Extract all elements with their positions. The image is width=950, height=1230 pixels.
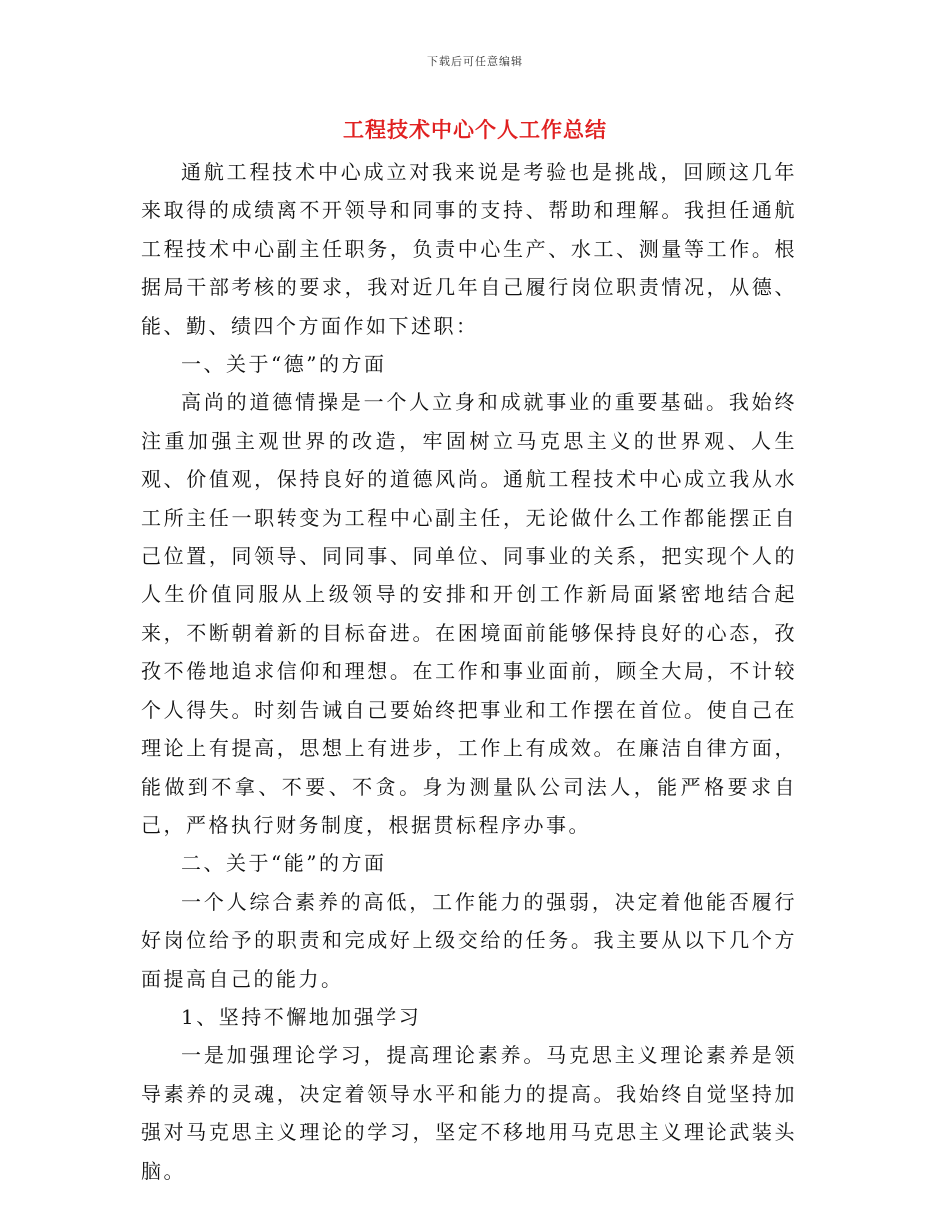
paragraph-intro: 通航工程技术中心成立对我来说是考验也是挑战，回顾这几年来取得的成绩离不开领导和同事的支持、帮助和理解。我担任通航工程技术中心副主任职务，负责中心生产、水工、测量等工作。根据局干部考核的要求，我对近几年自己履行岗位职责情况，从德、能、勤、绩四个方面作如下述职：: [141, 160, 797, 338]
subsection-heading-study: 1、坚持不懈地加强学习: [181, 1004, 422, 1029]
paragraph-ability: 一个人综合素养的高低，工作能力的强弱，决定着他能否履行好岗位给予的职责和完成好上级交给的任务。我主要从以下几个方面提高自己的能力。: [141, 889, 797, 991]
page-header-note: 下载后可任意编辑: [427, 55, 523, 68]
paragraph-study: 一是加强理论学习，提高理论素养。马克思主义理论素养是领导素养的灵魂，决定着领导水平和能力的提高。我始终自觉坚持加强对马克思主义理论的学习，坚定不移地用马克思主义理论武装头脑。: [141, 1043, 797, 1183]
paragraph-virtue: 高尚的道德情操是一个人立身和成就事业的重要基础。我始终注重加强主观世界的改造，牢固树立马克思主义的世界观、人生观、价值观，保持良好的道德风尚。通航工程技术中心成立我从水工所主任一职转变为工程中心副主任，无论做什么工作都能摆正自己位置，同领导、同同事、同单位、同事业的关系，把实现个人的人生价值同服从上级领导的安排和开创工作新局面紧密地结合起来，不断朝着新的目标奋进。在困境面前能够保持良好的心态，孜孜不倦地追求信仰和理想。在工作和事业面前，顾全大局，不计较个人得失。时刻告诫自己要始终把事业和工作摆在首位。使自己在理论上有提高，思想上有进步，工作上有成效。在廉洁自律方面，能做到不拿、不要、不贪。身为测量队公司法人，能严格要求自己，严格执行财务制度，根据贯标程序办事。: [141, 390, 797, 837]
section-heading-virtue: 一、关于“德”的方面: [181, 352, 387, 377]
document-body: [141, 153, 797, 1190]
section-heading-ability: 二、关于“能”的方面: [181, 851, 387, 876]
document-title: 工程技术中心个人工作总结: [343, 117, 607, 142]
